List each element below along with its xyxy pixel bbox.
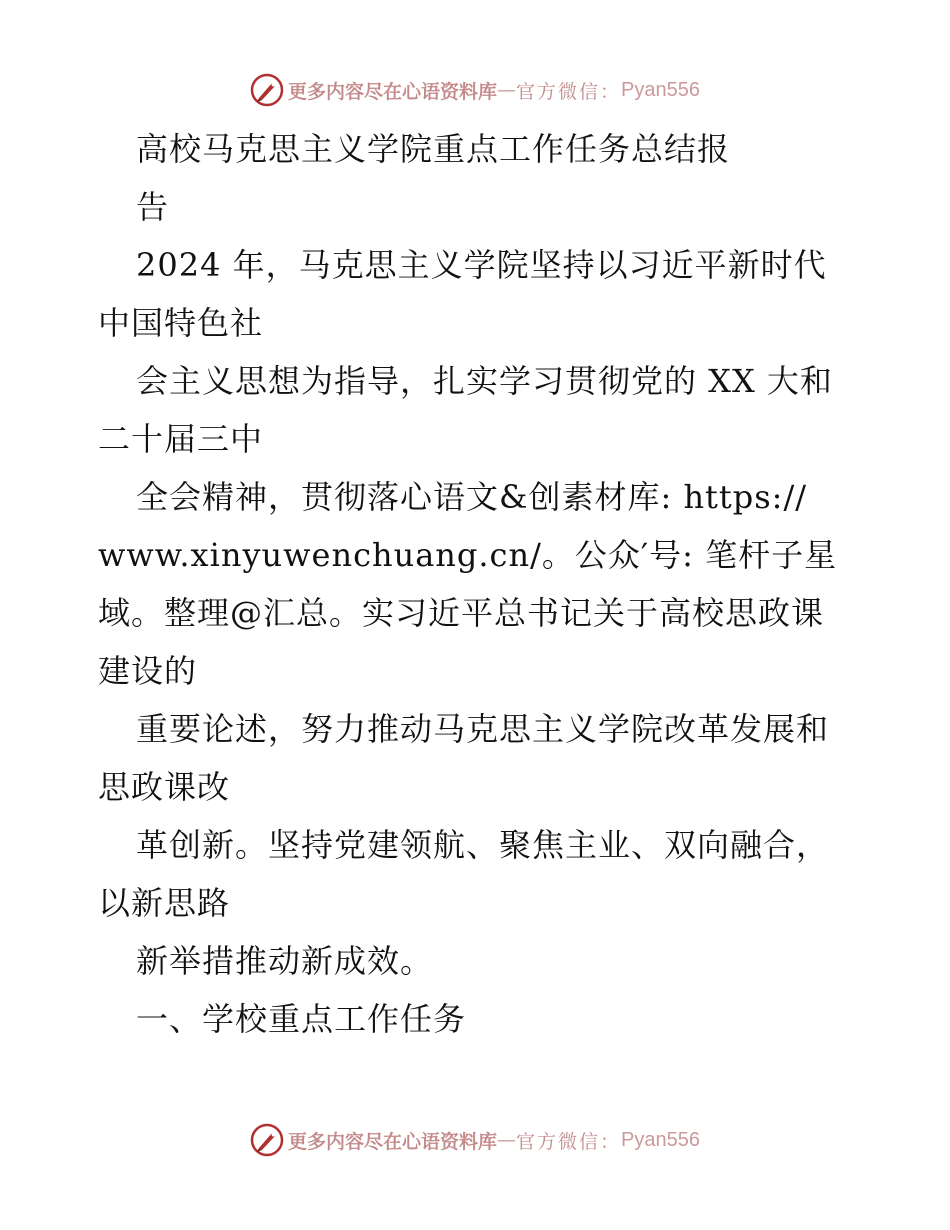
text-line: 思政课改 bbox=[98, 768, 231, 806]
header-watermark-banner bbox=[0, 70, 950, 110]
title-line-1: 高校马克思主义学院重点工作任务总结报 bbox=[136, 130, 731, 168]
text-line: 革创新。坚持党建领航、聚焦主业、双向融合， bbox=[136, 826, 830, 864]
document-body bbox=[98, 120, 858, 1048]
footer-watermark-banner bbox=[0, 1120, 950, 1160]
text-line: 域。整理@汇总。实习近平总书记关于高校思政课 bbox=[98, 594, 825, 632]
text-line: 重要论述，努力推动马克思主义学院改革发展和 bbox=[136, 710, 830, 748]
text-line: 全会精神，贯彻落心语文&创素材库: https:// bbox=[136, 478, 808, 516]
banner-wechat-label: 官方微信： bbox=[516, 80, 622, 103]
text-line: 新举措推动新成效。 bbox=[136, 942, 434, 980]
pen-logo-icon bbox=[250, 1123, 284, 1157]
text-line: 以新思路 bbox=[98, 884, 231, 922]
section-heading: 一、学校重点工作任务 bbox=[136, 1000, 467, 1038]
banner-slogan: 更多内容尽在心语资料库 bbox=[288, 80, 498, 103]
banner-wechat-label: 官方微信： bbox=[516, 1130, 622, 1153]
banner-wechat-id: Pyan556 bbox=[621, 1128, 700, 1151]
text-line: 建设的 bbox=[98, 652, 198, 690]
text-line: 会主义思想为指导，扎实学习贯彻党的 XX 大和 bbox=[136, 362, 833, 400]
banner-separator: — bbox=[497, 1129, 517, 1151]
banner-slogan: 更多内容尽在心语资料库 bbox=[288, 1130, 498, 1153]
text-line: 2024 年，马克思主义学院坚持以习近平新时代 bbox=[136, 246, 827, 284]
text-line: 中国特色社 bbox=[98, 304, 264, 342]
title-line-2: 告 bbox=[136, 188, 170, 226]
banner-wechat-id: Pyan556 bbox=[621, 78, 700, 101]
banner-separator: — bbox=[497, 79, 517, 101]
text-line: 二十届三中 bbox=[98, 420, 264, 458]
pen-logo-icon bbox=[250, 73, 284, 107]
text-line: www.xinyuwenchuang.cn/。公众′号: 笔杆子星 bbox=[98, 536, 838, 574]
